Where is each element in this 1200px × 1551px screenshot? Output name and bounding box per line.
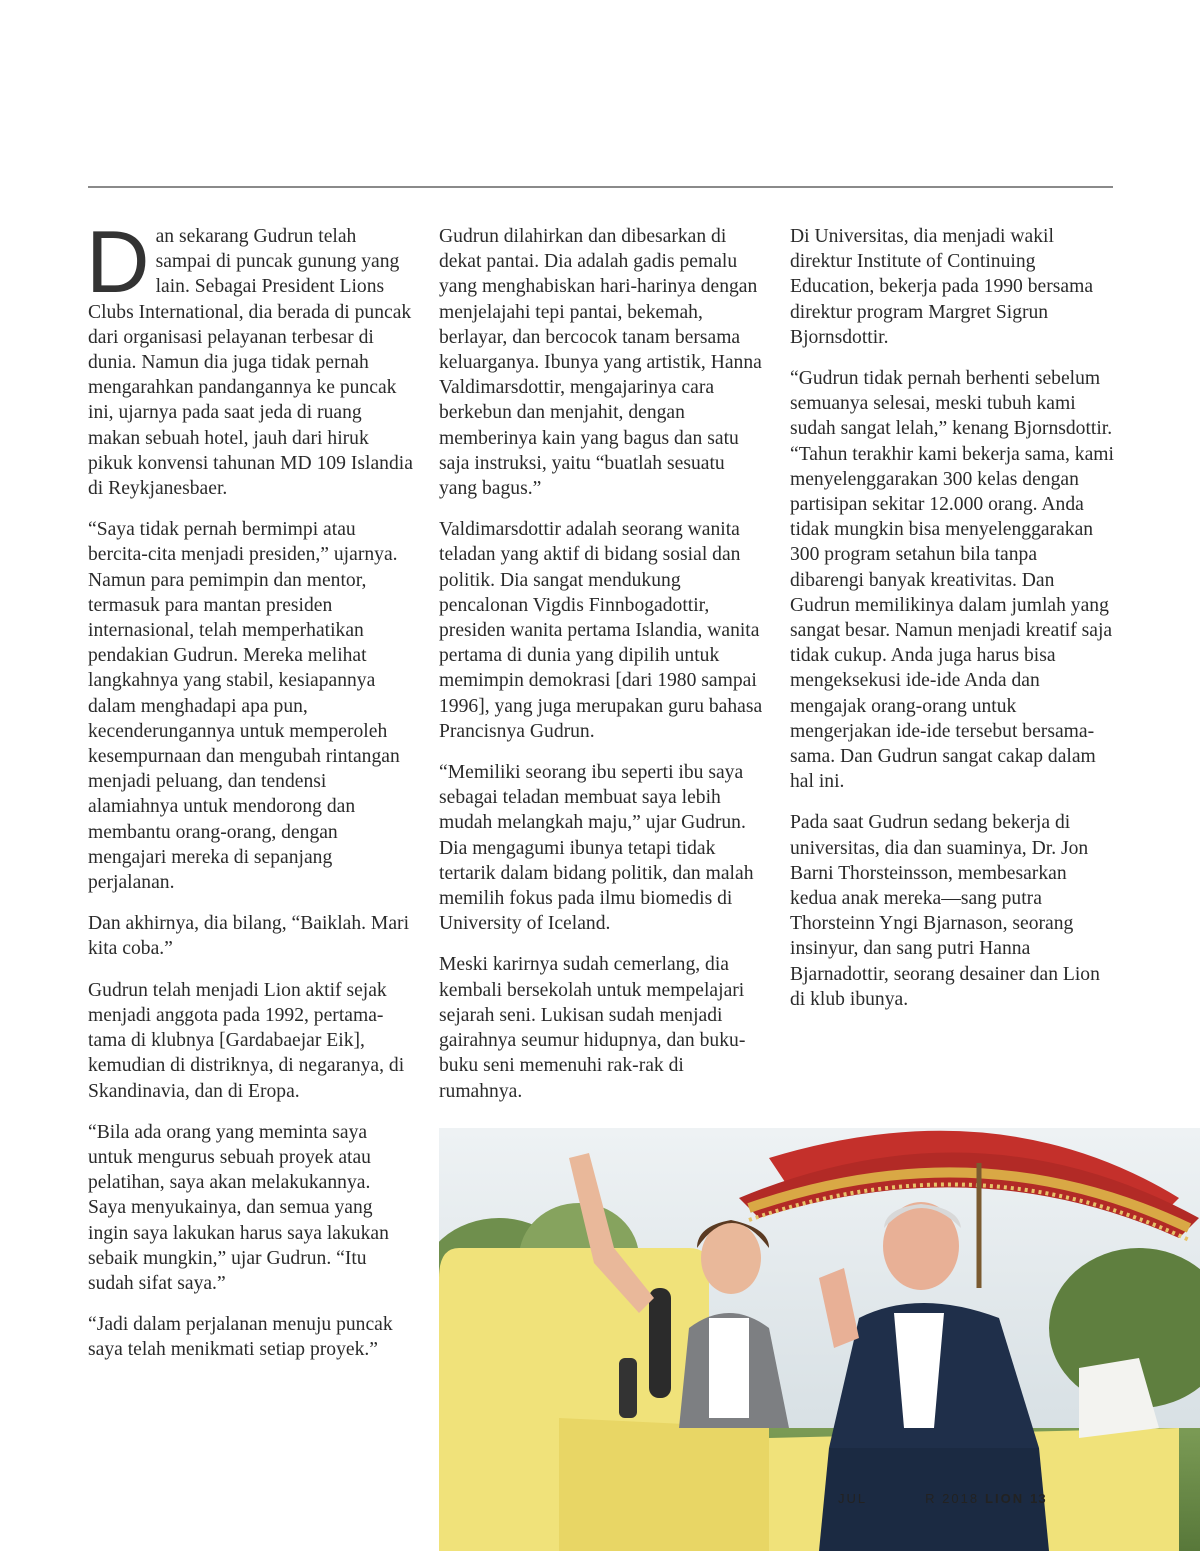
paragraph: “Memiliki seorang ibu seperti ibu saya sebagai teladan membuat saya lebih mudah melangkah maju,” ujar Gudrun. Dia mengagumi ibunya tetapi tidak tertarik dalam bidang politik, dan malah memilih fokus pada ilmu biomedis di University of Iceland.: [439, 762, 754, 935]
article-column-1: [86, 212, 413, 1379]
paragraph: Gudrun telah menjadi Lion aktif sejak menjadi anggota pada 1992, pertama-tama di klubnya [Gardabaejar Eik], kemudian di distriknya, di negaranya, di Skandinavia, dan di Eropa.: [88, 979, 405, 1102]
magazine-name: LION: [985, 1491, 1025, 1506]
paragraph: “Gudrun tidak pernah berhenti sebelum semuanya selesai, meski tubuh kami sudah sangat lelah,” kenang Bjornsdottir. “Tahun terakhir kami bekerja sama, kami menyelenggarakan 300 kelas dengan partisipan sekitar 12.000 orang. Anda tidak mungkin bisa menyelenggarakan 300 program setahun bila tanpa dibarengi banyak kreativitas. Dan Gudrun memilikinya dalam jumlah yang sangat besar. Namun menjadi kreatif saja tidak cukup. Anda juga harus bisa mengeksekusi ide-ide Anda dan mengajak orang-orang untuk mengerjakan ide-ide tersebut bersama-sama. Dan Gudrun sangat cakap dalam hal ini.: [790, 368, 1114, 793]
paragraph: “Jadi dalam perjalanan menuju puncak saya telah menikmati setiap proyek.”: [88, 1314, 393, 1361]
paragraph: Di Universitas, dia menjadi wakil direktur Institute of Continuing Education, bekerja pada 1990 bersama direktur program Margret Sigrun Bjornsdottir.: [790, 226, 1094, 348]
paragraph: [86, 212, 413, 501]
paragraph: Dan akhirnya, dia bilang, “Baiklah. Mari kita coba.”: [88, 913, 410, 960]
page-number: 13: [1030, 1491, 1047, 1506]
issue-date-end: R 2018: [925, 1491, 980, 1506]
issue-date-start: JUL: [838, 1491, 868, 1506]
photo-couple-under-umbrella: [439, 1128, 1200, 1551]
paragraph: Pada saat Gudrun sedang bekerja di universitas, dia dan suaminya, Dr. Jon Barni Thorsteinsson, membesarkan kedua anak mereka—sang putra Thorsteinn Yngi Bjarnason, seorang insinyur, dan sang putri Hanna Bjarnadottir, seorang desainer dan Lion di klub ibunya.: [790, 812, 1100, 1010]
paragraph: Valdimarsdottir adalah seorang wanita teladan yang aktif di bidang sosial dan politik. Dia sangat mendukung pencalonan Vigdis Finnbogadottir, presiden wanita pertama Islandia, wanita pertama di dunia yang dipilih untuk memimpin demokrasi [dari 1980 sampai 1996], yang juga merupakan guru bahasa Prancisnya Gudrun.: [439, 519, 763, 742]
header-rule: [88, 186, 1113, 188]
paragraph-text: an sekarang Gudrun telah sampai di puncak gunung yang lain. Sebagai President Lions Clubs International, dia berada di puncak dari organisasi pelayanan terbesar di dunia. Namun dia juga tidak pernah mengarahkan pandangannya ke puncak ini, ujarnya pada saat jeda di ruang makan sebuah hotel, jauh dari hiruk pikuk konvensi tahunan MD 109 Islandia di Reykjanesbaer.: [88, 226, 413, 500]
paragraph: “Saya tidak pernah bermimpi atau bercita-cita menjadi presiden,” ujarnya. Namun para pemimpin dan mentor, termasuk para mantan presiden internasional, telah memperhatikan pendakian Gudrun. Mereka melihat langkahnya yang stabil, kesiapannya dalam menghadapi apa pun, kecenderungannya untuk memperoleh kesempurnaan dan mengubah rintangan menjadi peluang, dan tendensi alamiahnya untuk mendorong dan membantu orang-orang, dengan mengajari mereka di sepanjang perjalanan.: [88, 519, 400, 894]
paragraph: “Bila ada orang yang meminta saya untuk mengurus sebuah proyek atau pelatihan, saya akan melakukannya. Saya menyukainya, dan semua yang ingin saya lakukan harus saya lakukan sebaik mungkin,” ujar Gudrun. “Itu sudah sifat saya.”: [88, 1121, 389, 1294]
drop-cap: D: [86, 212, 150, 311]
page-footer: [838, 1491, 1118, 1513]
paragraph: Gudrun dilahirkan dan dibesarkan di dekat pantai. Dia adalah gadis pemalu yang menghabiskan hari-harinya dengan menjelajahi tepi pantai, bekemah, berlayar, dan bercocok tanam bersama keluarganya. Ibunya yang artistik, Hanna Valdimarsdottir, mengajarinya cara berkebun dan menjahit, dengan memberinya kain yang bagus dan satu saja instruksi, yaitu “buatlah sesuatu yang bagus.”: [439, 226, 762, 500]
article-column-2: [439, 224, 764, 1120]
article-column-3: [790, 224, 1115, 1028]
paragraph: Meski karirnya sudah cemerlang, dia kembali bersekolah untuk mempelajari sejarah seni. Lukisan sudah menjadi gairahnya seumur hidupnya, dan buku-buku seni memenuhi rak-rak di rumahnya.: [439, 954, 746, 1102]
